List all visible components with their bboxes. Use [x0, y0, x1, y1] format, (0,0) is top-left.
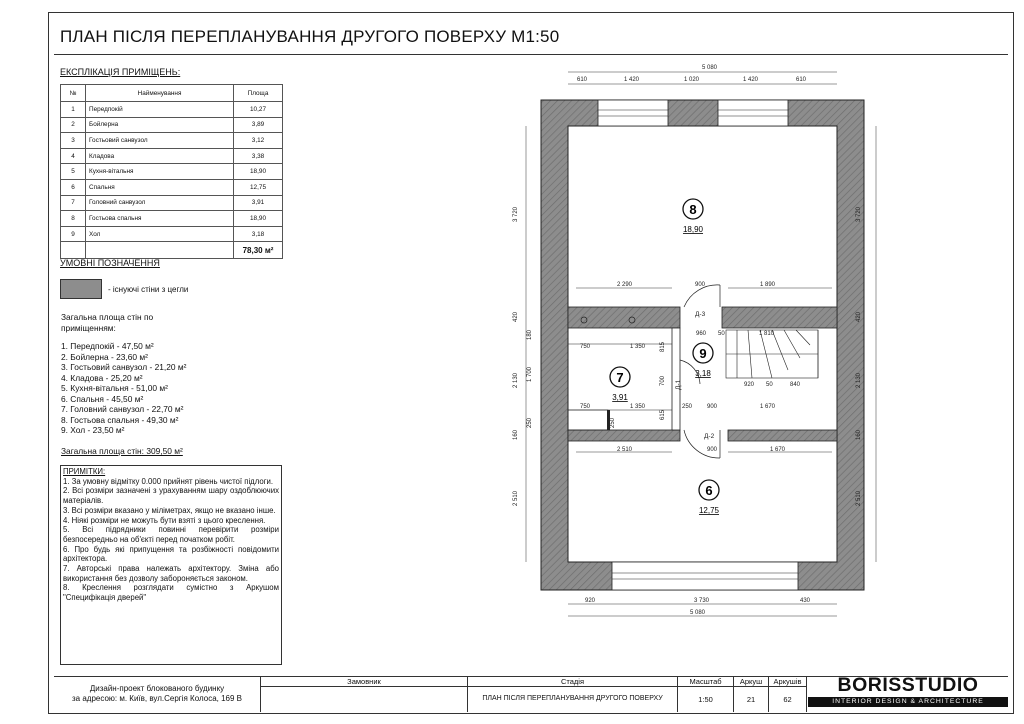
room-marker-8: [683, 199, 704, 234]
dim-label: 2 510: [617, 447, 633, 453]
list-item: 2. Бойлерна - 23,60 м²: [61, 351, 148, 362]
room-area: 3,18: [695, 369, 711, 378]
studio-logo: BORISSTUDIO: [837, 674, 979, 696]
room-area: 18,90: [682, 225, 704, 234]
room-marker-7: [610, 367, 630, 402]
legend-wall-label: - існуючі стіни з цегли: [108, 285, 189, 294]
row-name: Бойлерна: [86, 117, 234, 133]
row-area: 3,91: [234, 195, 283, 211]
row-number: 5: [61, 164, 86, 180]
note-item: 2. Всі розміри зазначені з урахуванням шару оздоблюючих матеріалів.: [63, 486, 279, 506]
row-number: 1: [61, 102, 86, 118]
dim-label: 750: [580, 404, 591, 410]
row-area: 12,75: [234, 179, 283, 195]
total-area: 78,30 м²: [234, 242, 283, 259]
door-label-d3: Д-3: [695, 311, 706, 318]
dim-label: 160: [856, 429, 862, 440]
row-area: 18,90: [234, 164, 283, 180]
dim-label: 840: [790, 382, 801, 388]
room-number: 6: [705, 483, 713, 498]
row-number: 3: [61, 133, 86, 149]
row-area: 3,38: [234, 148, 283, 164]
sheets-count: 62: [783, 695, 792, 704]
note-item: 3. Всі розміри вказано у міліметрах, якщо не вказано інше.: [63, 505, 276, 515]
note-item: 1. За умовну відмітку 0.000 прийнят рівень чистої підлоги.: [63, 476, 274, 486]
row-name: Кладова: [86, 148, 234, 164]
row-number: 6: [61, 179, 86, 195]
dim-label: 420: [513, 311, 519, 322]
stage-label: Стадія: [560, 677, 585, 686]
dim-label: 5 080: [702, 65, 718, 71]
dim-label: 1 420: [743, 77, 759, 83]
row-name: Кухня-вітальня: [86, 164, 234, 180]
row-name: Гостьова спальня: [86, 211, 234, 227]
note-item: 4. Ніякі розміри не можуть бути взяті з цього креслення.: [63, 515, 266, 525]
dim-label: 160: [513, 429, 519, 440]
row-number: 8: [61, 211, 86, 227]
project-name-line-2: за адресою: м. Київ, вул.Сергія Колоса, 169 В: [72, 694, 242, 703]
list-item: 5. Кухня-вітальня - 51,00 м²: [61, 383, 168, 393]
dim-label: 250: [610, 417, 616, 428]
row-area: 18,90: [234, 211, 283, 227]
notes-heading: ПРИМІТКИ:: [63, 467, 106, 476]
wall-areas-total: Загальна площа стін: 309,50 м²: [61, 446, 183, 456]
dim-label: 2 130: [856, 372, 862, 388]
dim-label: 2 130: [513, 372, 519, 388]
note-item: 5. Всі підрядники повинні перевірити розміри безпосередньо на об'єкті перед початком робіт.: [63, 525, 279, 544]
dim-label: 900: [707, 404, 718, 410]
dim-label: 700: [660, 375, 666, 386]
list-item: 7. Головний санвузол - 22,70 м²: [61, 404, 184, 414]
staircase: [726, 330, 818, 378]
door-label-d2: Д-2: [704, 433, 715, 440]
sheet-number: 21: [746, 695, 756, 704]
scale-label: Масштаб: [689, 677, 722, 686]
dim-label: 1 670: [760, 404, 776, 410]
dim-label: 250: [682, 404, 693, 410]
dim-label: 1 670: [770, 447, 786, 453]
room-area: 12,75: [698, 506, 720, 515]
dim-label: 900: [707, 447, 718, 453]
col-name: Найменування: [86, 85, 234, 102]
note-item: 6. Про будь які припущення та розбіжності повідомити архітектора.: [63, 544, 279, 564]
dim-label: 610: [577, 77, 588, 83]
dim-label: 920: [585, 598, 596, 604]
note-item: 8. Креслення розглядати сумістно з Аркушом "Специфікація дверей": [63, 583, 279, 603]
row-name: Спальня: [86, 179, 234, 195]
list-item: 4. Кладова - 25,20 м²: [61, 372, 143, 383]
sheets-label: Аркушів: [773, 677, 802, 686]
sheet-label: Аркуш: [739, 677, 763, 686]
door-label-d1: Д-1: [675, 379, 682, 390]
room-marker-6: [699, 480, 720, 515]
room-number: 9: [699, 346, 707, 361]
dim-label: 1 420: [624, 77, 640, 83]
list-item: 8. Гостьова спальня - 49,30 м²: [61, 414, 179, 425]
dim-label: 1 350: [630, 404, 646, 410]
list-item: 9. Хол - 23,50 м²: [61, 425, 125, 435]
list-item: 1. Передпокій - 47,50 м²: [61, 341, 154, 351]
dim-label: 1 890: [760, 282, 776, 288]
room-number: 8: [689, 202, 697, 217]
dim-label: 750: [580, 344, 591, 350]
dim-label: 5 080: [690, 610, 706, 616]
room-marker-9: [693, 343, 713, 378]
row-name: Хол: [86, 226, 234, 242]
room-area: 3,91: [612, 393, 628, 402]
row-number: 9: [61, 226, 86, 242]
dim-label: 3 730: [694, 598, 710, 604]
dim-label: 50: [718, 331, 725, 337]
explication-heading: ЕКСПЛІКАЦІЯ ПРИМІЩЕНЬ:: [60, 67, 181, 77]
dim-label: 50: [766, 382, 773, 388]
dim-label: 960: [696, 331, 707, 337]
dim-label: 3 720: [513, 206, 519, 222]
dim-label: 900: [695, 282, 706, 288]
legend-heading: УМОВНІ ПОЗНАЧЕННЯ: [60, 258, 160, 268]
dim-label: 1 350: [630, 344, 646, 350]
row-area: 10,27: [234, 102, 283, 118]
customer-label: Замовник: [347, 677, 381, 686]
row-number: 7: [61, 195, 86, 211]
row-area: 3,12: [234, 133, 283, 149]
drawing-title: ПЛАН ПІСЛЯ ПЕРЕПЛАНУВАННЯ ДРУГОГО ПОВЕРХУ М1:50: [60, 27, 560, 46]
row-name: Передпокій: [86, 102, 234, 118]
row-name: Гостьовий санвузол: [86, 133, 234, 149]
dim-label: 1 700: [527, 366, 533, 382]
dim-label: 815: [660, 341, 666, 352]
row-area: 3,18: [234, 226, 283, 242]
note-item: 7. Авторські права належать архітектору. Зміна або використання без дозволу забороняється законом.: [63, 564, 279, 583]
dim-label: 430: [800, 598, 811, 604]
studio-logo-subtitle: INTERIOR DESIGN & ARCHITECTURE: [808, 697, 1008, 707]
scale-value: 1:50: [698, 695, 713, 704]
row-name: Головний санвузол: [86, 195, 234, 211]
dim-label: 610: [796, 77, 807, 83]
row-number: 4: [61, 148, 86, 164]
dim-label: 420: [856, 311, 862, 322]
dim-label: 1 020: [684, 77, 700, 83]
dim-label: 2 510: [856, 490, 862, 506]
dim-label: 1 810: [759, 331, 775, 337]
list-item: 6. Спальня - 45,50 м²: [61, 393, 144, 404]
room-number: 7: [616, 370, 624, 385]
dim-label: 2 510: [513, 490, 519, 506]
wall-areas-heading-2: приміщенням:: [61, 322, 116, 333]
dim-label: 250: [527, 417, 533, 428]
wall-areas-heading-1: Загальна площа стін по: [61, 312, 154, 322]
dim-label: 615: [660, 409, 666, 420]
dim-label: 3 720: [856, 206, 862, 222]
row-number: 2: [61, 117, 86, 133]
project-name-line-1: Дизайн-проект блокованого будинку: [89, 684, 225, 693]
dim-label: 920: [744, 382, 755, 388]
col-area: Площа: [234, 85, 283, 102]
dim-label: 180: [527, 329, 533, 340]
dim-label: 2 290: [617, 282, 633, 288]
col-number: №: [61, 85, 86, 102]
row-area: 3,89: [234, 117, 283, 133]
sheet-title: ПЛАН ПІСЛЯ ПЕРЕПЛАНУВАННЯ ДРУГОГО ПОВЕРХУ: [482, 695, 663, 702]
list-item: 3. Гостьовий санвузол - 21,20 м²: [61, 362, 187, 372]
